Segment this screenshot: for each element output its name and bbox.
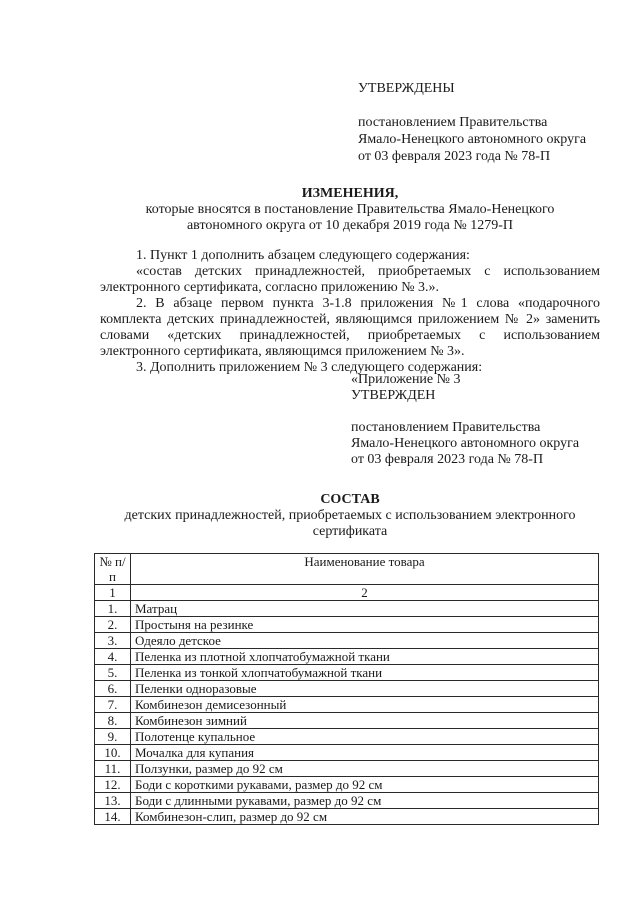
composition-title: СОСТАВ [320, 492, 380, 507]
paragraph: «состав детских принадлежностей, приобретаемых с использованием электронного сертификата, согласно приложению № 3.». [100, 264, 600, 295]
row-number: 10. [95, 745, 131, 761]
header-name: Наименование товара [131, 554, 599, 585]
table-row [95, 633, 599, 649]
table-row [95, 681, 599, 697]
table-row [95, 777, 599, 793]
table-row [95, 729, 599, 745]
row-number: 5. [95, 665, 131, 681]
row-number: 12. [95, 777, 131, 793]
row-item-name: Комбинезон демисезонный [131, 697, 599, 713]
row-item-name: Простыня на резинке [131, 617, 599, 633]
row-number: 2. [95, 617, 131, 633]
row-item-name: Боди с короткими рукавами, размер до 92 см [131, 777, 599, 793]
row-item-name: Комбинезон-слип, размер до 92 см [131, 809, 599, 825]
row-number: 3. [95, 633, 131, 649]
changes-subtitle: которые вносятся в постановление Правительства Ямало-Ненецкого автономного округа от 10 декабря 2019 года № 1279-П [145, 202, 555, 233]
row-number: 7. [95, 697, 131, 713]
table-row [95, 601, 599, 617]
approval-heading: УТВЕРЖДЕНЫ [358, 81, 455, 96]
paragraph: 1. Пункт 1 дополнить абзацем следующего содержания: [136, 248, 470, 263]
index-cell: 2 [131, 585, 599, 601]
approval-line: постановлением Правительства [358, 115, 548, 130]
row-item-name: Боди с длинными рукавами, размер до 92 см [131, 793, 599, 809]
composition-subtitle: детских принадлежностей, приобретаемых с использованием электронного сертификата [124, 508, 576, 539]
table-row [95, 793, 599, 809]
row-item-name: Пеленки одноразовые [131, 681, 599, 697]
table-row [95, 809, 599, 825]
annex-line: «Приложение № 3 [351, 372, 461, 387]
annex-line: постановлением Правительства [351, 420, 541, 435]
paragraph: 2. В абзаце первом пункта 3-1.8 приложения №1 слова «подарочного комплекта детских принадлежностей, являющимся приложением № 2» заменить словами «детских принадлежностей, приобретаемых с использованием электронного сертификата, являющимся приложением № 3». [100, 296, 600, 359]
changes-title: ИЗМЕНЕНИЯ, [301, 186, 399, 201]
approval-line: Ямало-Ненецкого автономного округа [358, 132, 587, 147]
row-item-name: Пеленка из плотной хлопчатобумажной ткани [131, 649, 599, 665]
row-number: 11. [95, 761, 131, 777]
table-row [95, 697, 599, 713]
row-number: 1. [95, 601, 131, 617]
row-item-name: Комбинезон зимний [131, 713, 599, 729]
row-item-name: Полотенце купальное [131, 729, 599, 745]
row-number: 14. [95, 809, 131, 825]
paragraph: 3. Дополнить приложением № 3 следующего содержания: [136, 360, 483, 375]
approval-block [358, 80, 586, 165]
table-row [95, 745, 599, 761]
annex-approval-block [351, 372, 579, 468]
row-number: 4. [95, 649, 131, 665]
table-row [95, 649, 599, 665]
row-number: 6. [95, 681, 131, 697]
header-number: № п/п [95, 554, 131, 585]
goods-table [94, 553, 599, 825]
row-number: 8. [95, 713, 131, 729]
row-item-name: Пеленка из тонкой хлопчатобумажной ткани [131, 665, 599, 681]
table-index-row [95, 585, 599, 601]
row-number: 9. [95, 729, 131, 745]
table-row [95, 665, 599, 681]
row-number: 13. [95, 793, 131, 809]
row-item-name: Одеяло детское [131, 633, 599, 649]
row-item-name: Ползунки, размер до 92 см [131, 761, 599, 777]
table-row [95, 713, 599, 729]
row-item-name: Матрац [131, 601, 599, 617]
index-cell: 1 [95, 585, 131, 601]
annex-line: от 03 февраля 2023 года № 78-П [351, 452, 544, 467]
table-row [95, 617, 599, 633]
table-header-row [95, 554, 599, 585]
amendments-text [100, 248, 600, 376]
annex-line: УТВЕРЖДЕН [351, 388, 436, 403]
annex-line: Ямало-Ненецкого автономного округа [351, 436, 580, 451]
row-item-name: Мочалка для купания [131, 745, 599, 761]
table-row [95, 761, 599, 777]
approval-line: от 03 февраля 2023 года № 78-П [358, 149, 551, 164]
